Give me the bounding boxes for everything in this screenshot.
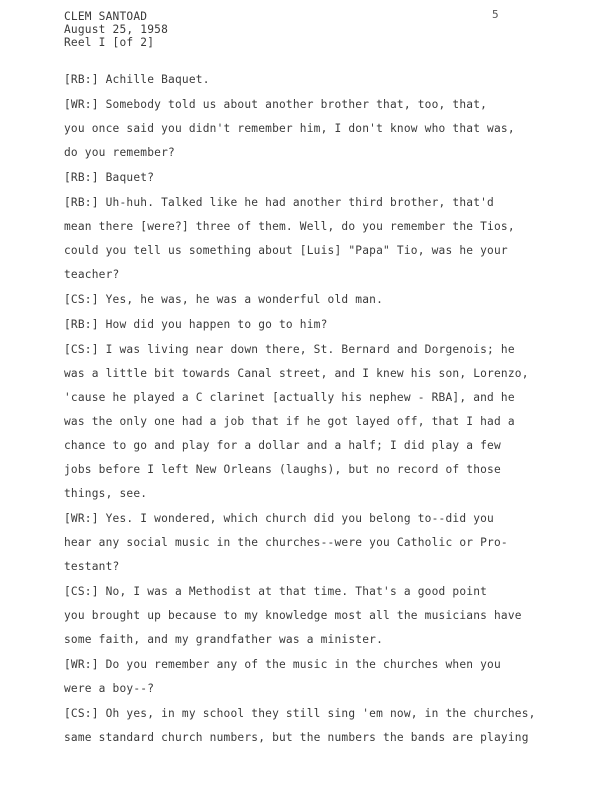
transcript-paragraph: [CS:] I was living near down there, St. Bernard and Dorgenois; he was a little bit towards Canal street, and I knew his son, Lorenzo, 'cause he played a C clarinet [actually his nephew - RBA], and he was the only one had a job that if he got layed off, that I had a chance to go and play for a dollar and a half; I did play a few jobs before I left New Orleans (laughs), but no record of those things, see. — [64, 343, 529, 500]
transcript-paragraph: [RB:] Uh-huh. Talked like he had another third brother, that'd mean there [were?] three of them. Well, do you remember the Tios, could you tell us something about [Luis] "Papa" Tio, was he your teacher? — [64, 196, 515, 281]
transcript-paragraph: [WR:] Do you remember any of the music in the churches when you were a boy--? — [64, 658, 501, 695]
transcript-paragraph: [WR:] Somebody told us about another brother that, too, that, you once said you didn't remember him, I don't know who that was, do you remember? — [64, 98, 515, 159]
transcript-paragraph: [WR:] Yes. I wondered, which church did you belong to--did you hear any social music in the churches--were you Catholic or Pro- testant? — [64, 512, 508, 573]
transcript-paragraph: [RB:] How did you happen to go to him? — [64, 318, 328, 331]
document-header — [64, 10, 168, 49]
transcript-paragraph: [CS:] Oh yes, in my school they still sing 'em now, in the churches, same standard church numbers, but the numbers the bands are playing — [64, 707, 536, 744]
header-reel: Reel I [of 2] — [64, 36, 155, 49]
transcript-paragraph: [RB:] Baquet? — [64, 171, 155, 184]
header-date: August 25, 1958 — [64, 23, 169, 36]
page-number: 5 — [492, 8, 499, 21]
transcript-paragraph: [CS:] Yes, he was, he was a wonderful old man. — [64, 293, 384, 306]
transcript-paragraph: [RB:] Achille Baquet. — [64, 73, 210, 86]
transcript-paragraph: [CS:] No, I was a Methodist at that time. That's a good point you brought up because to my knowledge most all the musicians have some faith, and my grandfather was a minister. — [64, 585, 522, 646]
header-interviewee: CLEM SANTOAD — [64, 10, 148, 23]
transcript-body — [64, 68, 564, 751]
